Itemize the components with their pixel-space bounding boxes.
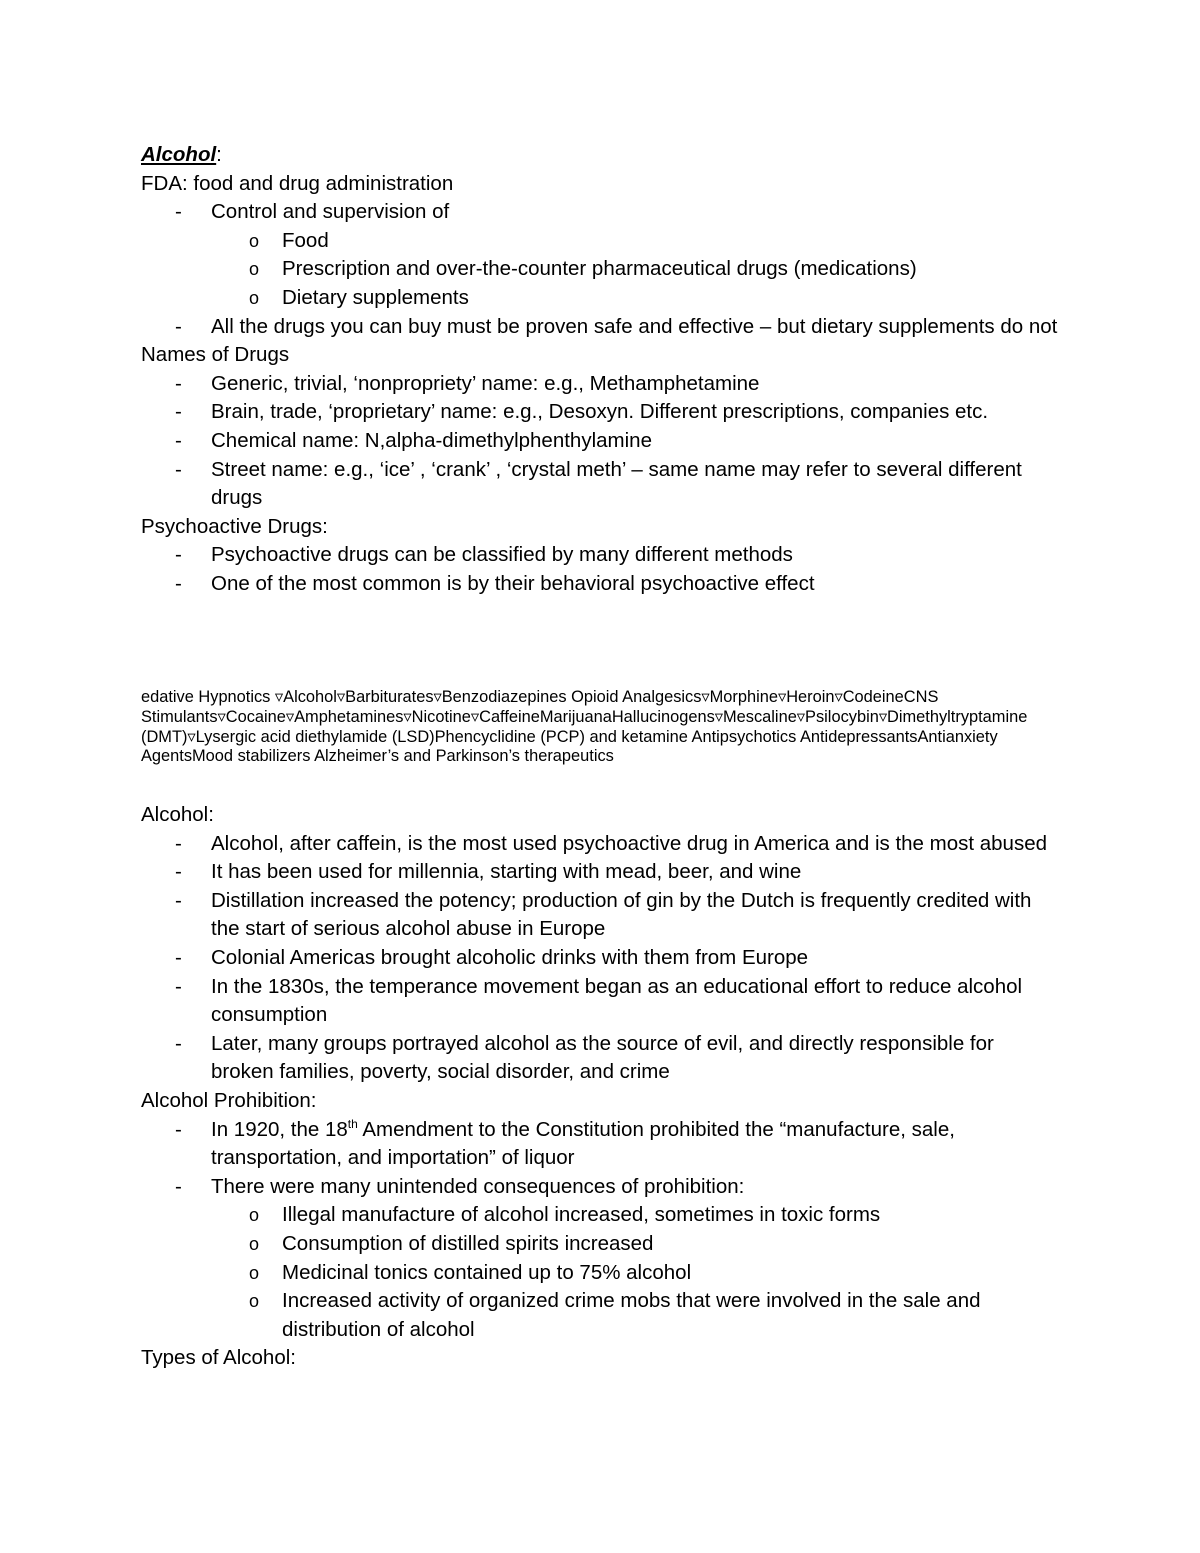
list-item: - Psychoactive drugs can be classified by many different methods [175,543,793,567]
list-item: - Street name: e.g., ‘ice’ , ‘crank’ , ‘crystal meth’ – same name may refer to several different drugs [175,457,1022,510]
sub-list-item: o Consumption of distilled spirits increased [249,1231,654,1255]
sub-list-item: o Food [249,228,329,252]
diagram-text-block: edative Hypnotics ▿Alcohol▿Barbiturates▿Benzodiazepines Opioid Analgesics▿Morphine▿Heroin▿CodeineCNS Stimulants▿Cocaine▿Amphetamines▿Nicotine▿CaffeineMarijuanaHallucinogens▿Mescaline▿Psilocybin▿Dimethyltryptamine (DMT)▿Lysergic acid diethylamide (LSD)Phencyclidine (PCP) and ketamine Antipsychotics AntidepressantsAntianxiety AgentsMood stabilizers Alzheimer’s and Parkinson’s therapeutics [141,688,1028,766]
sub-list-item: o Illegal manufacture of alcohol increased, sometimes in toxic forms [249,1203,881,1227]
top-section [141,141,1061,599]
alcohol-heading: Alcohol: [141,803,214,826]
doc-title: Alcohol: [141,143,222,166]
sub-list-item: o Increased activity of organized crime mobs that were involved in the sale and distribution of alcohol [249,1289,981,1341]
list-item: - Control and supervision of [175,200,450,224]
list-item: - One of the most common is by their behavioral psychoactive effect [175,571,815,595]
sub-list-item: o Prescription and over-the-counter pharmaceutical drugs (medications) [249,257,917,281]
list-item: - There were many unintended consequences of prohibition: [175,1174,745,1198]
list-item: - Alcohol, after caffein, is the most used psychoactive drug in America and is the most abused [175,831,1048,855]
list-item: - Brain, trade, ‘proprietary’ name: e.g., Desoxyn. Different prescriptions, companies etc. [175,400,989,424]
list-item: - In 1920, the 18th Amendment to the Constitution prohibited the “manufacture, sale, transportation, and importation” of liquor [175,1116,955,1170]
list-item: - In the 1830s, the temperance movement began as an educational effort to reduce alcohol consumption [175,974,1023,1027]
list-item: - Chemical name: N,alpha-dimethylphenthylamine [175,428,652,452]
list-item: - All the drugs you can buy must be proven safe and effective – but dietary supplements do not [175,314,1058,338]
list-item: - It has been used for millennia, starting with mead, beer, and wine [175,860,802,884]
names-heading: Names of Drugs [141,343,290,367]
list-item: - Distillation increased the potency; production of gin by the Dutch is frequently credited with the start of serious alcohol abuse in Europe [175,888,1032,941]
list-item: - Generic, trivial, ‘nonpropriety’ name: e.g., Methamphetamine [175,371,760,395]
sub-list-item: o Dietary supplements [249,285,469,309]
prohibition-heading: Alcohol Prohibition: [141,1088,317,1112]
alcohol-section [141,801,1061,1373]
list-item: - Colonial Americas brought alcoholic drinks with them from Europe [175,945,809,969]
sub-list-item: o Medicinal tonics contained up to 75% alcohol [249,1260,692,1284]
list-item: - Later, many groups portrayed alcohol as the source of evil, and directly responsible for broken families, poverty, social disorder, and crime [175,1031,994,1084]
fda-heading: FDA: food and drug administration [141,171,454,195]
psychoactive-heading: Psychoactive Drugs: [141,514,328,538]
types-heading: Types of Alcohol: [141,1346,296,1370]
